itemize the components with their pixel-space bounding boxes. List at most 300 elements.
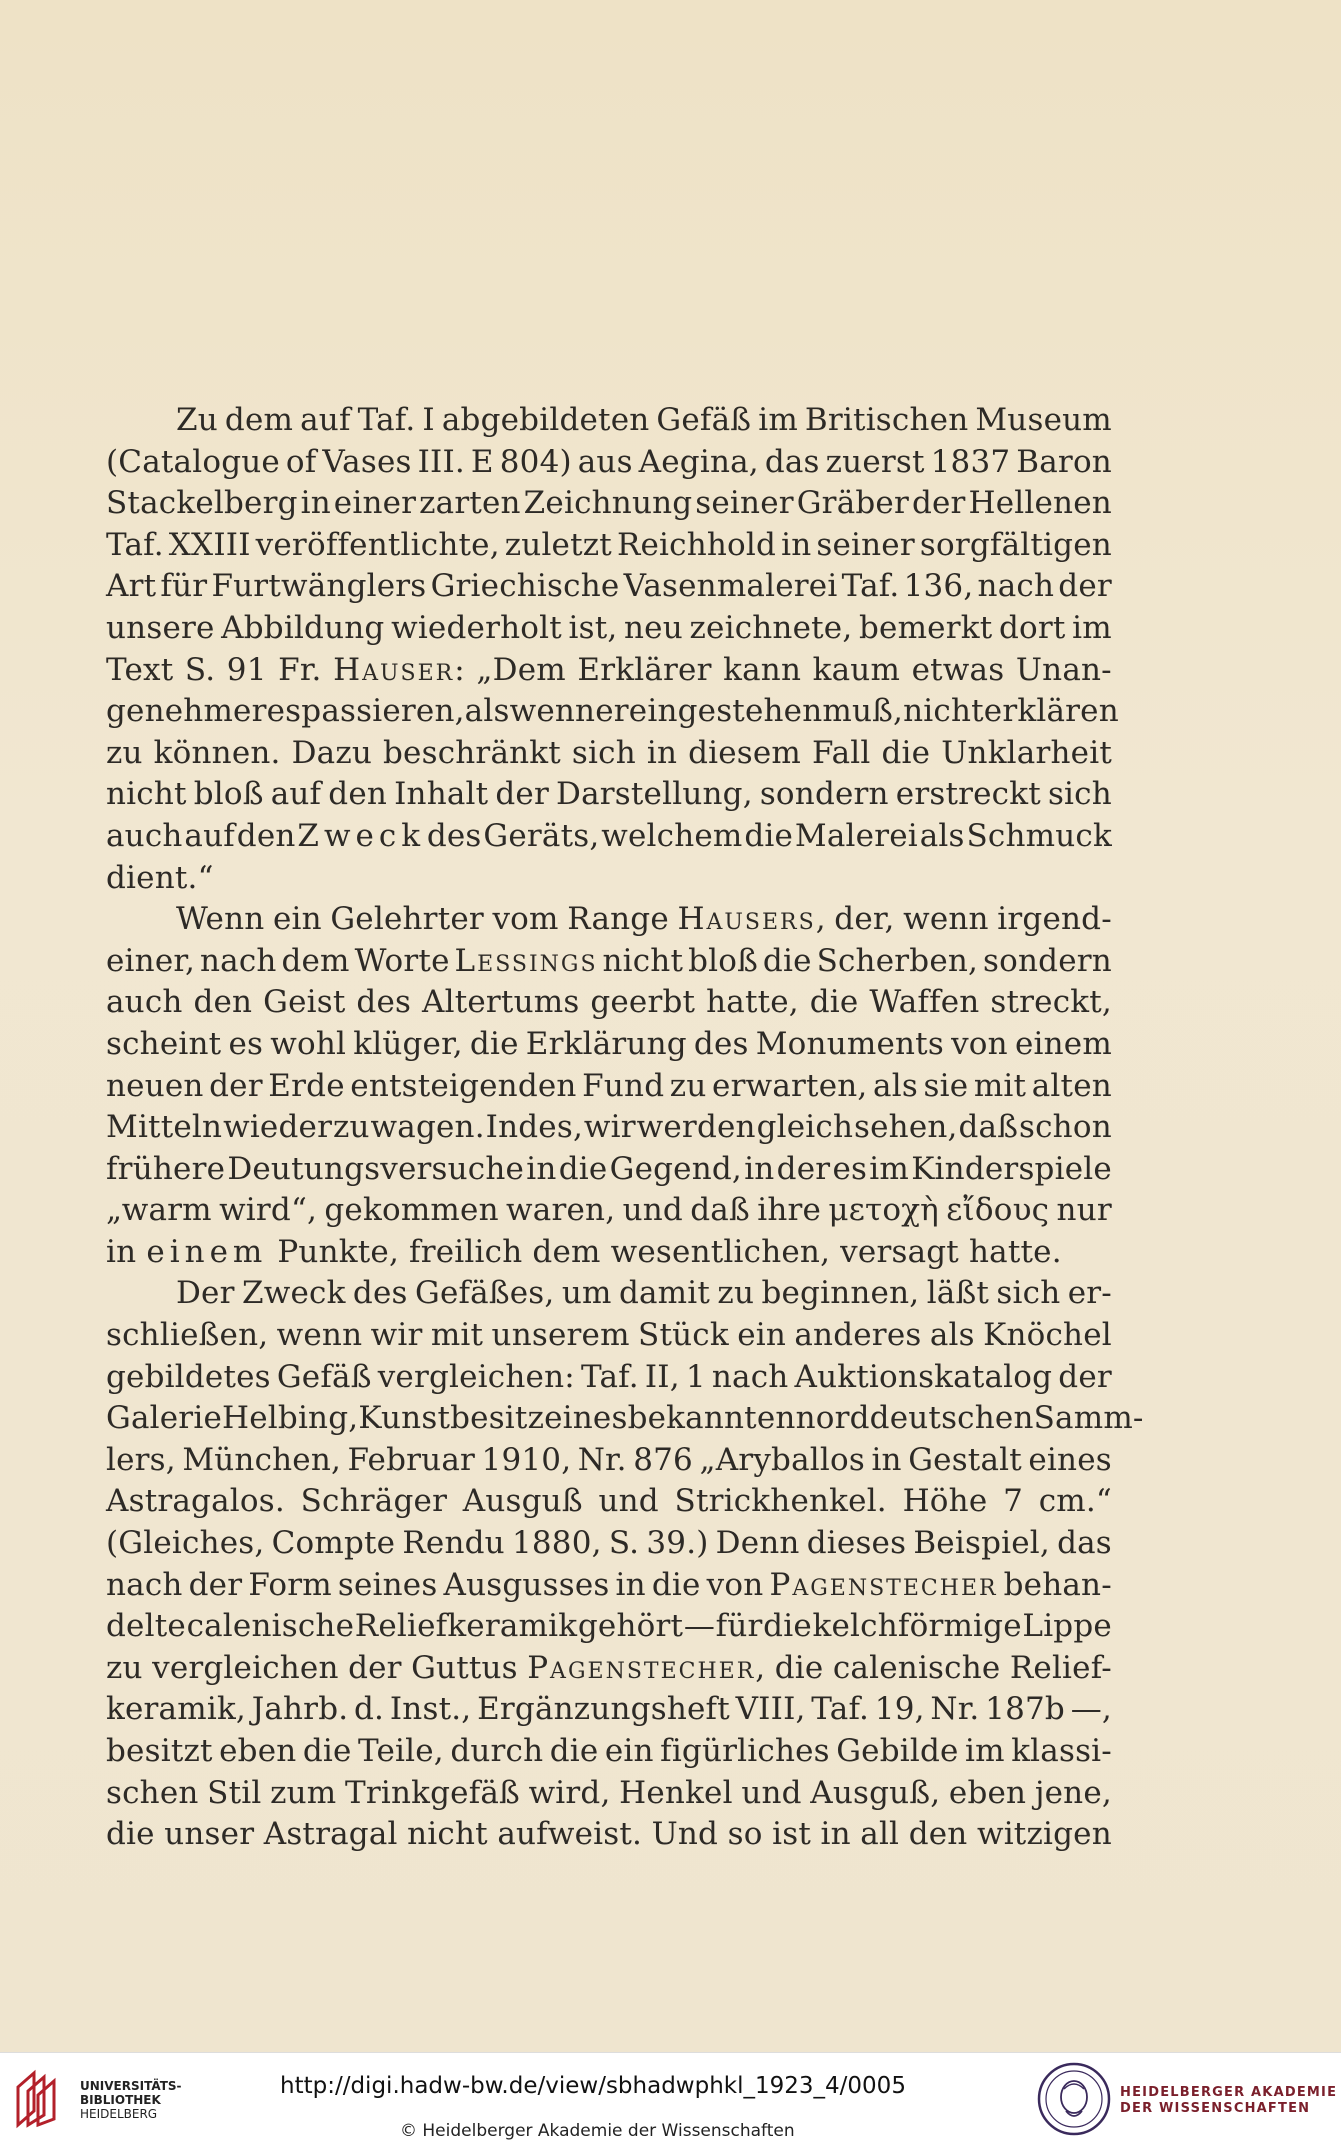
word: Fr. bbox=[278, 651, 322, 688]
text-line bbox=[106, 1315, 1112, 1357]
word: Kinderspiele bbox=[911, 1150, 1112, 1187]
word: auf bbox=[300, 402, 351, 438]
word: Mitteln bbox=[106, 1109, 223, 1146]
word: in bbox=[871, 1441, 902, 1478]
word: die bbox=[558, 1150, 608, 1187]
word: scheint bbox=[106, 1025, 222, 1062]
word: erstreckt bbox=[895, 776, 1041, 813]
word: Taf. bbox=[580, 1358, 639, 1395]
word: Henkel bbox=[619, 1774, 733, 1811]
word: geerbt bbox=[590, 984, 696, 1021]
word: kaum bbox=[812, 651, 901, 688]
word: „Aryballos bbox=[699, 1441, 865, 1478]
word: Reliefkeramik bbox=[354, 1608, 578, 1645]
university-library-name bbox=[80, 2079, 182, 2121]
word: Vases bbox=[322, 443, 412, 480]
word: der, bbox=[834, 901, 895, 938]
word: delte bbox=[106, 1608, 186, 1645]
word: Gefäß bbox=[656, 402, 752, 438]
word: Compte bbox=[271, 1525, 396, 1562]
word: Ausguß bbox=[462, 1483, 583, 1520]
word: klüger, bbox=[353, 1025, 463, 1062]
word: Erklärung bbox=[525, 1025, 687, 1062]
word: Stackelberg bbox=[106, 485, 298, 522]
library-name-line-1: UNIVERSITÄTS- bbox=[80, 2079, 182, 2093]
word: Ausguß, bbox=[810, 1774, 941, 1811]
word: streckt, bbox=[990, 984, 1112, 1021]
word: schen bbox=[106, 1774, 199, 1811]
word: XXIII bbox=[168, 526, 251, 563]
word: das bbox=[764, 443, 820, 480]
text-line bbox=[106, 1773, 1112, 1815]
word: um bbox=[561, 1275, 612, 1312]
word: 39.) bbox=[646, 1525, 709, 1562]
word: nach bbox=[977, 568, 1055, 605]
word: Hausers, bbox=[677, 901, 826, 938]
word: schließen, bbox=[106, 1317, 269, 1354]
word: Februar bbox=[347, 1441, 476, 1478]
word: Aegina, bbox=[638, 443, 759, 480]
word: 91 bbox=[226, 651, 267, 688]
word: (Catalogue bbox=[106, 443, 280, 480]
word: auf bbox=[184, 817, 235, 854]
word: norddeutschen bbox=[795, 1400, 1034, 1437]
word: muß, bbox=[822, 693, 904, 730]
text-line bbox=[106, 1232, 1112, 1274]
word: wiederholt bbox=[391, 609, 562, 646]
word: waren, bbox=[506, 1192, 616, 1229]
word: sich bbox=[996, 1275, 1061, 1312]
word: der bbox=[209, 1067, 263, 1104]
word: sorgfältigen bbox=[919, 526, 1112, 563]
word: einer bbox=[333, 485, 417, 522]
word: dem bbox=[281, 942, 350, 979]
word: erwarten, bbox=[712, 1067, 868, 1104]
word: behan- bbox=[1003, 1566, 1112, 1603]
word: im bbox=[869, 1150, 910, 1187]
word: Inhalt bbox=[394, 776, 489, 813]
word: calenische bbox=[832, 1649, 1001, 1686]
body-text bbox=[106, 400, 1144, 1856]
word: in bbox=[820, 1816, 851, 1853]
text-line bbox=[106, 1273, 1112, 1315]
word: die bbox=[881, 734, 931, 771]
word: Wenn bbox=[176, 901, 265, 938]
word: auf bbox=[270, 776, 322, 813]
text-line bbox=[106, 1440, 1112, 1482]
word: beschränkt bbox=[383, 734, 561, 771]
word: ein bbox=[604, 1733, 654, 1769]
word: alten bbox=[1031, 1067, 1112, 1104]
word: nach bbox=[711, 1358, 789, 1395]
text-line bbox=[106, 858, 1112, 900]
text-line bbox=[106, 1689, 1112, 1731]
word: kann bbox=[723, 651, 802, 688]
word: Nr. bbox=[930, 1691, 980, 1728]
word: können. bbox=[153, 734, 281, 771]
word: Britischen bbox=[804, 402, 969, 438]
academy-seal-icon bbox=[1036, 2061, 1112, 2137]
word: Astragal bbox=[263, 1816, 398, 1853]
word: besitzt bbox=[106, 1733, 213, 1769]
word: veröffentlichte, bbox=[255, 526, 500, 563]
text-line bbox=[106, 1606, 1112, 1648]
word: Teile, bbox=[358, 1733, 444, 1769]
word: für bbox=[160, 568, 208, 605]
text-line bbox=[106, 1190, 1112, 1232]
text-line bbox=[106, 941, 1112, 983]
word: 1 bbox=[685, 1358, 706, 1395]
text-line bbox=[106, 1648, 1112, 1690]
text-line bbox=[106, 1149, 1112, 1191]
word: aus bbox=[577, 443, 633, 480]
word: den bbox=[328, 776, 388, 813]
word: Relief- bbox=[1009, 1649, 1112, 1686]
word: welchem bbox=[601, 817, 743, 854]
word: nicht bbox=[903, 693, 984, 730]
word: des bbox=[426, 817, 482, 854]
word: Lippe bbox=[1022, 1608, 1112, 1645]
word: nicht bbox=[106, 776, 187, 813]
word: wir bbox=[370, 1317, 423, 1354]
word: ist, bbox=[568, 609, 618, 646]
word: sondern bbox=[983, 942, 1112, 979]
word: figürliches bbox=[660, 1733, 830, 1769]
word: aufweist. bbox=[497, 1816, 643, 1853]
word: der bbox=[1058, 1358, 1112, 1395]
word: Samm- bbox=[1033, 1400, 1144, 1437]
word: Gestalt bbox=[908, 1441, 1022, 1478]
text-run: dient.“ bbox=[106, 859, 214, 896]
word: die bbox=[651, 1566, 701, 1603]
word: 1910, bbox=[481, 1441, 572, 1478]
word: Galerie bbox=[106, 1400, 222, 1437]
word: Knöchel bbox=[983, 1317, 1112, 1354]
word: Form bbox=[248, 1566, 332, 1603]
word: Lessings bbox=[454, 942, 598, 979]
word: den bbox=[193, 984, 253, 1021]
word: er bbox=[595, 693, 629, 730]
word: gehört bbox=[577, 1608, 684, 1645]
word: Hauser: bbox=[333, 651, 465, 688]
word: εἴδους bbox=[946, 1192, 1050, 1229]
word: bloß bbox=[688, 942, 758, 979]
word: zu bbox=[669, 1067, 707, 1104]
word: als bbox=[929, 1317, 975, 1354]
word: 1837 bbox=[930, 443, 1011, 480]
text-line bbox=[106, 1024, 1112, 1066]
university-library-logo-icon bbox=[12, 2065, 62, 2131]
word: seiner bbox=[816, 526, 915, 563]
word: anderes bbox=[794, 1317, 922, 1354]
word: die bbox=[302, 1733, 352, 1769]
word: S. bbox=[608, 1525, 640, 1562]
word: μετοχὴ bbox=[828, 1192, 939, 1229]
word: Art bbox=[106, 568, 157, 605]
text-line bbox=[106, 1523, 1112, 1565]
word: Schräger bbox=[300, 1483, 448, 1520]
word: sie bbox=[923, 1067, 969, 1104]
text-line bbox=[106, 1565, 1112, 1607]
word: der bbox=[1058, 568, 1112, 605]
word: Taf. bbox=[106, 526, 164, 563]
word: in bbox=[744, 1150, 775, 1187]
text-line bbox=[106, 1814, 1112, 1856]
word: hatte, bbox=[706, 984, 799, 1021]
word: —, bbox=[1070, 1691, 1112, 1728]
word: Taf. bbox=[357, 402, 416, 438]
word: der bbox=[776, 1150, 831, 1187]
word: Gelehrter bbox=[330, 901, 484, 938]
word: Furtwänglers bbox=[211, 568, 427, 605]
word: Astragalos. bbox=[106, 1483, 285, 1520]
word: mit bbox=[430, 1317, 484, 1354]
word: 876 bbox=[633, 1441, 693, 1478]
word: ist bbox=[772, 1816, 811, 1853]
word: Taf. bbox=[841, 568, 900, 605]
word: Gegend, bbox=[609, 1150, 742, 1187]
word: neuen bbox=[106, 1067, 204, 1104]
word: neu bbox=[624, 609, 683, 646]
word: zu bbox=[332, 1109, 370, 1146]
word: sehen, bbox=[854, 1109, 958, 1146]
word: vergleichen: bbox=[377, 1358, 575, 1395]
word: München, bbox=[182, 1441, 342, 1478]
word: diesem bbox=[688, 734, 802, 771]
permalink-url[interactable]: http://digi.hadw-bw.de/view/sbhadwphkl_1923_4/0005 bbox=[280, 2073, 906, 2099]
word: VIII, bbox=[735, 1691, 806, 1728]
word: läßt bbox=[926, 1275, 990, 1312]
word: zuerst bbox=[825, 443, 925, 480]
word: der bbox=[348, 1649, 402, 1686]
word: genehmeres bbox=[106, 693, 302, 730]
word: zu bbox=[717, 1275, 755, 1312]
word: damit bbox=[618, 1275, 711, 1312]
word: Dazu bbox=[291, 734, 373, 771]
word: daß bbox=[958, 1109, 1019, 1146]
text-line bbox=[106, 566, 1112, 608]
word: gekommen bbox=[324, 1192, 499, 1229]
word: Unklarheit bbox=[941, 734, 1112, 771]
word: Range bbox=[567, 901, 669, 938]
word: sich bbox=[1047, 776, 1112, 813]
academy-name bbox=[1120, 2085, 1337, 2117]
word: Abbildung bbox=[221, 609, 385, 646]
text-line bbox=[106, 483, 1112, 525]
word: wenn bbox=[509, 693, 596, 730]
word: in bbox=[615, 1566, 646, 1603]
word: Strickhenkel. bbox=[674, 1483, 887, 1520]
academy-name-line-2: DER WISSENSCHAFTEN bbox=[1120, 2101, 1311, 2116]
word: im bbox=[1072, 609, 1112, 646]
word: Gräber bbox=[796, 485, 909, 522]
text-line bbox=[106, 525, 1112, 567]
word: Gefäßes, bbox=[414, 1275, 555, 1312]
text-line bbox=[106, 650, 1112, 692]
word: unser bbox=[164, 1816, 255, 1853]
word: vom bbox=[492, 901, 559, 938]
academy-name-line-1: HEIDELBERGER AKADEMIE bbox=[1120, 2085, 1338, 2100]
word: — bbox=[683, 1608, 716, 1645]
word: dort bbox=[998, 609, 1066, 646]
word: die bbox=[763, 1608, 812, 1645]
word: Erde bbox=[268, 1067, 345, 1104]
word: Waffen bbox=[869, 984, 980, 1021]
word: Beispiel, bbox=[913, 1525, 1050, 1562]
text-line bbox=[106, 691, 1119, 733]
text-line bbox=[106, 1731, 1112, 1773]
word: Museum bbox=[975, 402, 1112, 438]
word: calenische bbox=[186, 1608, 355, 1645]
word: Reichhold bbox=[616, 526, 777, 563]
word: keramik, bbox=[106, 1691, 246, 1728]
word: beginnen, bbox=[761, 1275, 920, 1312]
word: lers, bbox=[106, 1441, 176, 1478]
word: Deutungsversuche bbox=[227, 1150, 525, 1187]
word: passieren, bbox=[301, 693, 465, 730]
word: ihre bbox=[757, 1192, 822, 1229]
word: Nr. bbox=[577, 1441, 627, 1478]
word: sondern bbox=[759, 776, 889, 813]
word: abgebildeten bbox=[441, 402, 650, 438]
text-line bbox=[106, 982, 1112, 1024]
word: wohl bbox=[270, 1025, 347, 1062]
word: 136, bbox=[903, 568, 974, 605]
word: Höhe bbox=[902, 1483, 988, 1520]
word: E bbox=[470, 443, 494, 480]
word: als bbox=[464, 693, 510, 730]
word: entsteigenden bbox=[350, 1067, 577, 1104]
word: witzigen bbox=[976, 1816, 1112, 1853]
word: seines bbox=[337, 1566, 438, 1603]
word: in bbox=[300, 485, 331, 522]
word: nur bbox=[1056, 1192, 1112, 1229]
word: die bbox=[762, 942, 812, 979]
word: Taf. bbox=[811, 1691, 870, 1728]
word: wird“, bbox=[219, 1192, 318, 1229]
word: Und bbox=[651, 1816, 719, 1853]
word: irgend- bbox=[997, 901, 1112, 938]
word: die bbox=[106, 1816, 155, 1853]
word: als bbox=[873, 1067, 918, 1104]
word: und bbox=[741, 1774, 802, 1811]
word: d. bbox=[354, 1691, 385, 1728]
word: eingestehen bbox=[628, 693, 823, 730]
word: Hellenen bbox=[968, 485, 1112, 522]
word: Stil bbox=[207, 1774, 262, 1811]
word: Vasenmalerei bbox=[623, 568, 838, 605]
word: Schmuck bbox=[966, 817, 1112, 854]
word: Gebilde bbox=[836, 1733, 959, 1769]
word: Baron bbox=[1016, 443, 1112, 480]
word: Auktionskatalog bbox=[794, 1358, 1053, 1395]
word: zeichnete, bbox=[689, 609, 853, 646]
word: in bbox=[646, 734, 678, 771]
word: im bbox=[965, 1733, 1005, 1769]
word: und bbox=[598, 1483, 659, 1520]
word: eines bbox=[1028, 1441, 1112, 1478]
text-line bbox=[106, 1066, 1112, 1108]
word: sich bbox=[571, 734, 636, 771]
word: Pagenstecher bbox=[769, 1566, 998, 1603]
word: der bbox=[911, 485, 966, 522]
word: mit bbox=[973, 1067, 1027, 1104]
word: als bbox=[919, 817, 965, 854]
word: Text bbox=[106, 651, 174, 688]
viewer-footer bbox=[0, 2052, 1341, 2150]
word: die bbox=[549, 1733, 599, 1769]
word: Erklärer bbox=[577, 651, 712, 688]
word: bekannten bbox=[627, 1400, 796, 1437]
text-line bbox=[106, 400, 1112, 442]
word: durch bbox=[450, 1733, 544, 1769]
word: 1880, bbox=[511, 1525, 602, 1562]
text-line bbox=[106, 1481, 1112, 1523]
word: Scherben, bbox=[816, 942, 979, 979]
word: des bbox=[693, 1025, 749, 1062]
word: wir bbox=[583, 1109, 636, 1146]
word: das bbox=[1057, 1525, 1112, 1562]
word: wird, bbox=[528, 1774, 611, 1811]
word: ein bbox=[737, 1317, 787, 1354]
word: der bbox=[495, 776, 549, 813]
word: Inst., bbox=[389, 1691, 472, 1728]
word: von bbox=[951, 1025, 1008, 1062]
word: Altertums bbox=[422, 984, 580, 1021]
word: Malerei bbox=[794, 817, 918, 854]
word: Fund bbox=[582, 1067, 665, 1104]
word: gleich bbox=[756, 1109, 854, 1146]
word: es bbox=[832, 1150, 868, 1187]
word: Zeichnung bbox=[523, 485, 693, 522]
word: einer, bbox=[106, 942, 196, 979]
word: die bbox=[744, 817, 794, 854]
word: Helbing, bbox=[222, 1400, 359, 1437]
word: 7 bbox=[1003, 1483, 1023, 1520]
word: zu bbox=[106, 734, 143, 771]
word: bloß bbox=[193, 776, 264, 813]
word: zum bbox=[270, 1774, 337, 1811]
word: III. bbox=[417, 443, 465, 480]
copyright-notice: © Heidelberger Akademie der Wissenschaften bbox=[400, 2121, 795, 2141]
word: den bbox=[908, 1816, 968, 1853]
text-run: Punkte, freilich dem wesentlichen, versagt hatte. bbox=[267, 1233, 1062, 1270]
word: Zweck bbox=[297, 817, 425, 854]
word: in bbox=[526, 1150, 557, 1187]
word: nicht bbox=[602, 942, 684, 979]
word: wenn bbox=[903, 901, 989, 938]
word: etwas bbox=[911, 651, 1005, 688]
word: Geist bbox=[263, 984, 346, 1021]
word: Pagenstecher, bbox=[527, 1649, 766, 1686]
word: jene, bbox=[1034, 1774, 1112, 1811]
word: Darstellung, bbox=[556, 776, 753, 813]
word: nach bbox=[199, 942, 277, 979]
word: Guttus bbox=[411, 1649, 518, 1686]
word: Indes, bbox=[485, 1109, 584, 1146]
word: Fall bbox=[812, 734, 871, 771]
word: in bbox=[781, 526, 812, 563]
word: zuletzt bbox=[504, 526, 612, 563]
word: werden bbox=[636, 1109, 756, 1146]
word: 804) bbox=[499, 443, 572, 480]
word: ein bbox=[272, 901, 322, 938]
text-line bbox=[106, 1107, 1112, 1149]
word: Stück bbox=[638, 1317, 729, 1354]
word: zarten bbox=[419, 485, 521, 522]
word: des bbox=[352, 1275, 408, 1312]
word: S. bbox=[184, 651, 216, 688]
